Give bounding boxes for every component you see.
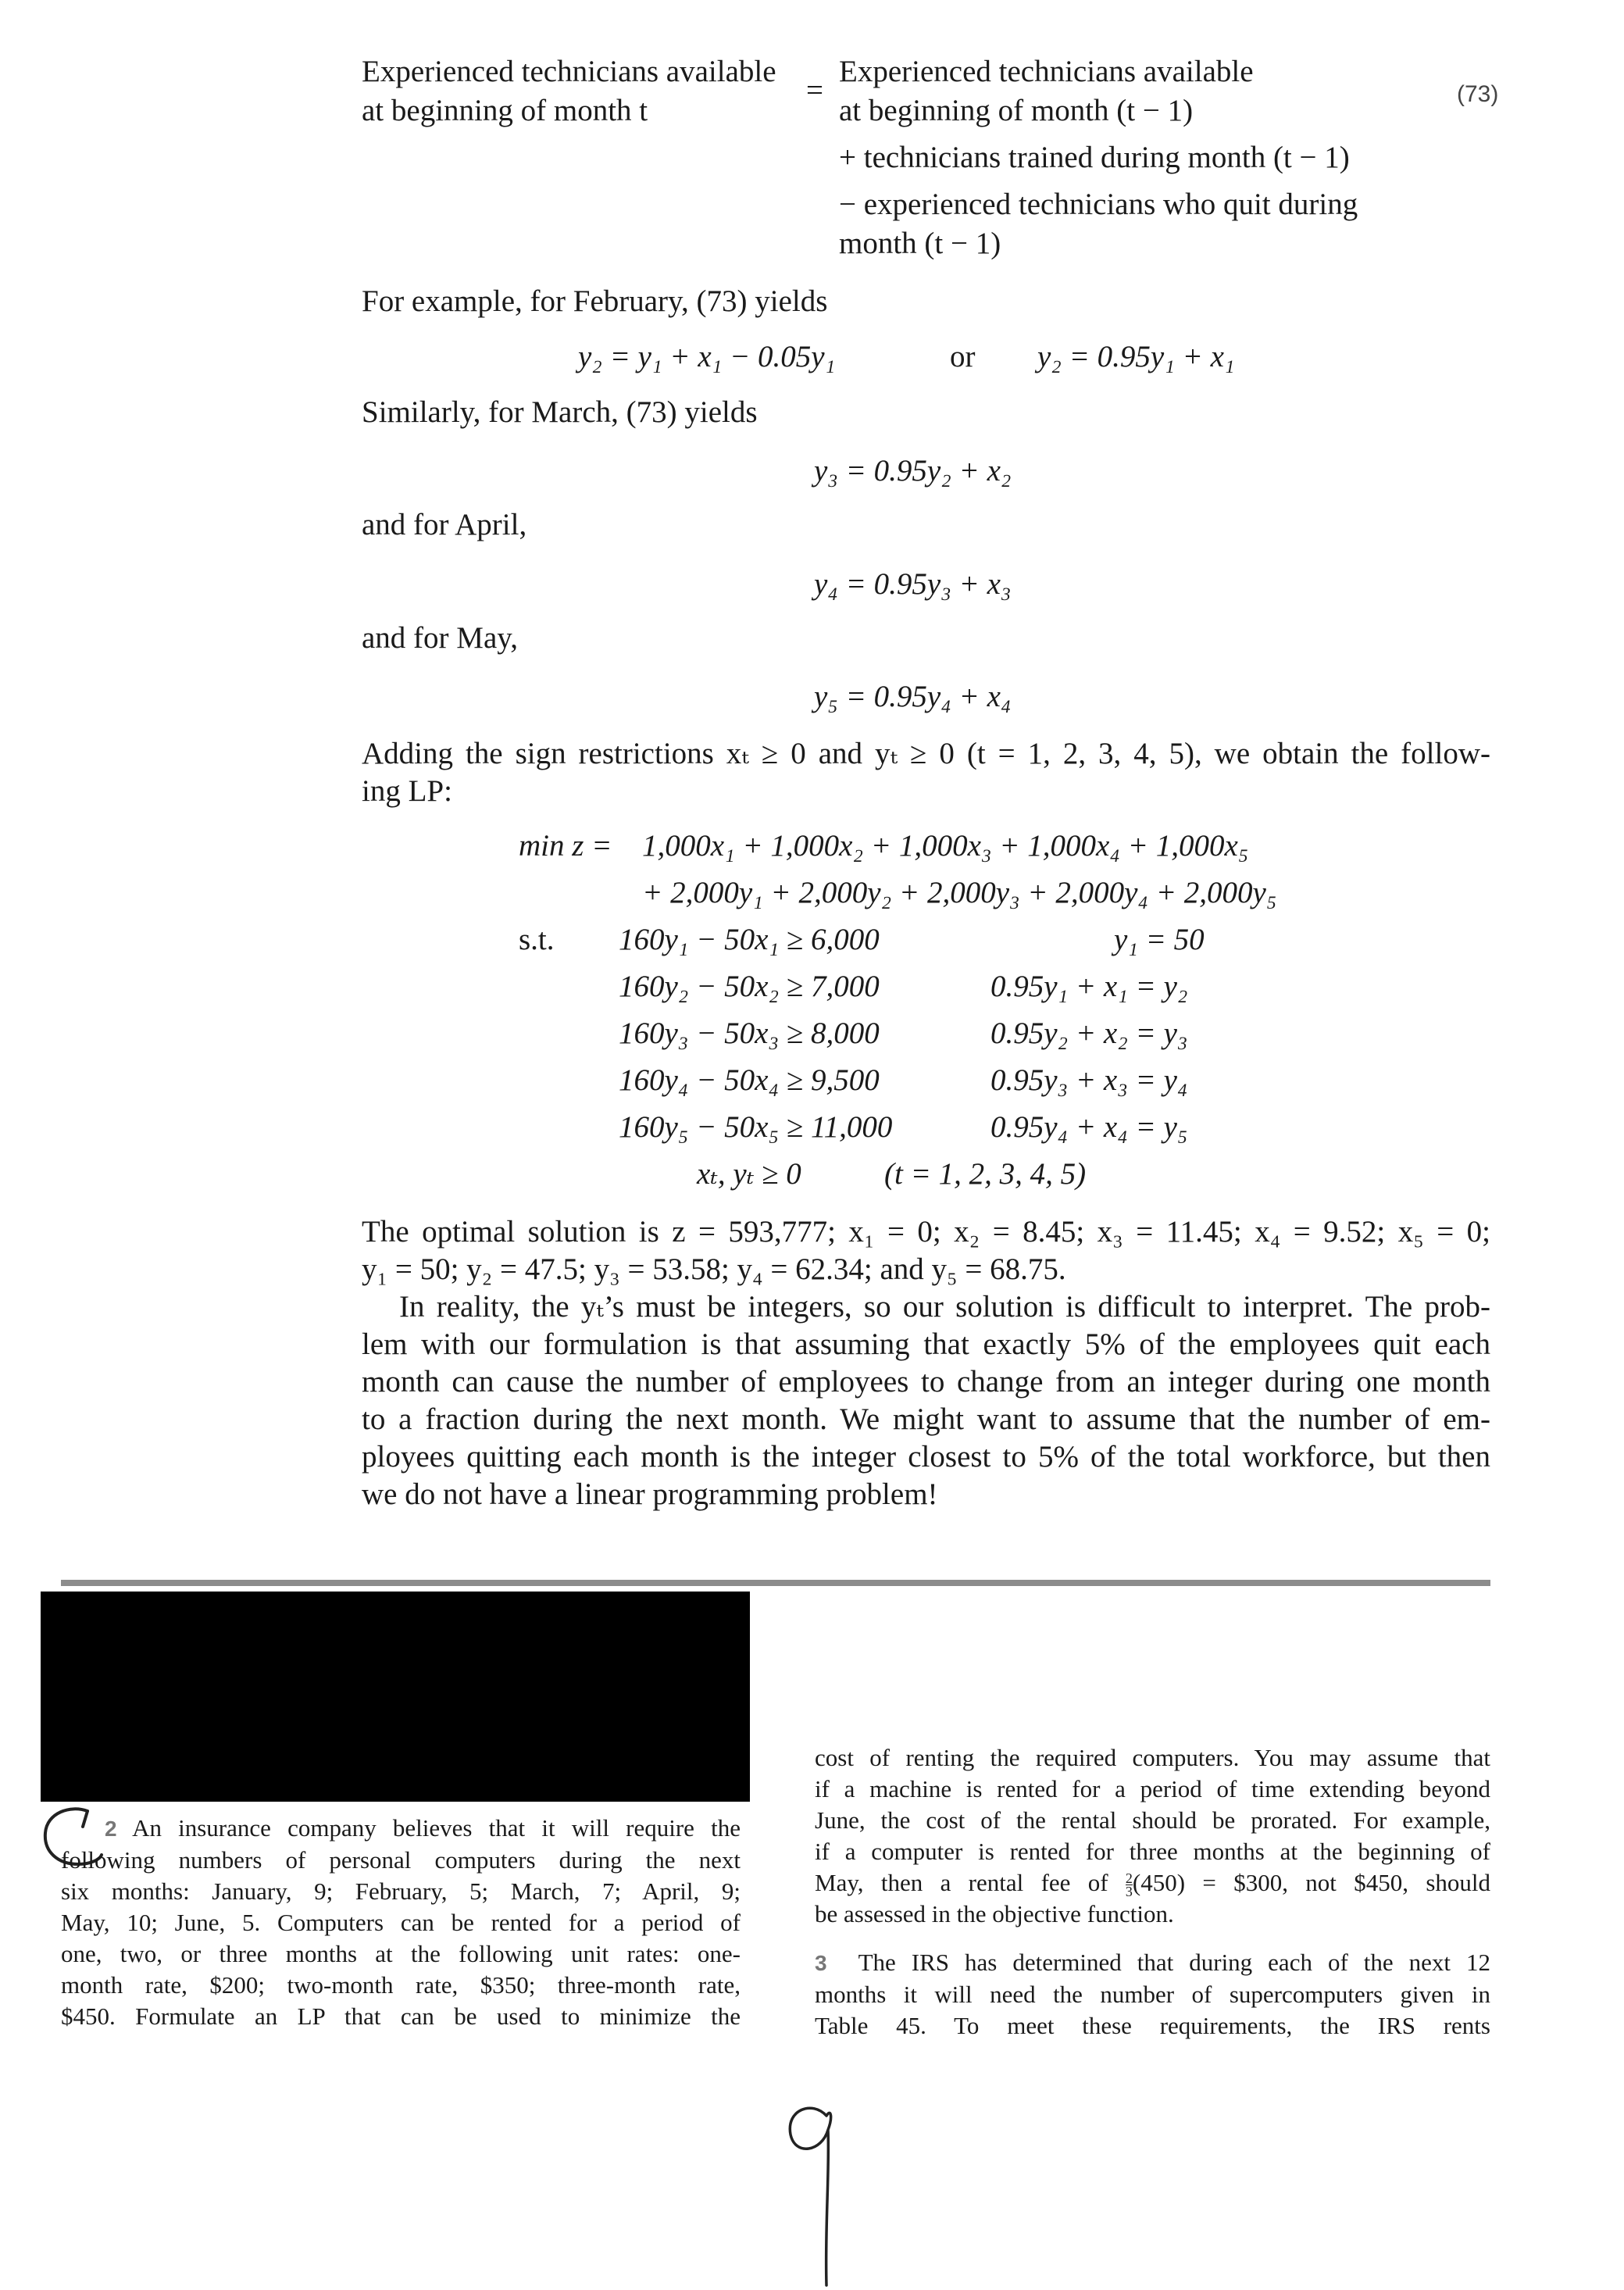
eq73-right-line5: month (t − 1) (839, 227, 1001, 260)
lp-constraint-right: 0.95y₄ + x₄ = y₅ (990, 1110, 1188, 1144)
problem-line: if a computer is rented for three months at the beginning of (815, 1838, 1490, 1865)
equation-number: (73) (1457, 81, 1499, 107)
sign-line-1: Adding the sign restrictions xₜ ≥ 0 and yₜ ≥ 0 (t = 1, 2, 3, 4, 5), we obtain the follow- (362, 737, 1490, 770)
lp-objective-line1: 1,000x₁ + 1,000x₂ + 1,000x₃ + 1,000x₄ + 1,000x₅ (642, 829, 1249, 863)
problem-line: Table 45. To meet these requirements, the IRS rents (815, 2012, 1490, 2039)
text-april: and for April, (362, 508, 527, 541)
reality-line: ployees quitting each month is the integer closest to 5% of the total workforce, but then (362, 1440, 1490, 1474)
reality-line: month can cause the number of employees to change from an integer during one month (362, 1365, 1490, 1399)
lp-constraint-left: 160y₅ − 50x₅ ≥ 11,000 (619, 1110, 893, 1144)
lp-constraint-left: 160y₄ − 50x₄ ≥ 9,500 (619, 1063, 880, 1097)
sign-restrictions-paragraph (362, 735, 1490, 810)
problem-line: month rate, $200; two-month rate, $350; three-month rate, (61, 1971, 741, 1999)
eq73-left-line2: at beginning of month t (362, 94, 648, 127)
lp-constraint-left: 160y₃ − 50x₃ ≥ 8,000 (619, 1016, 880, 1050)
problem-line: one, two, or three months at the following unit rates: one- (61, 1940, 741, 1967)
problem-2-number: 2 (105, 1817, 117, 1841)
eq73-right-line3: + technicians trained during month (t − 1) (839, 141, 1350, 174)
problem-line: May, then a rental fee of $\frac{2}{3}$ (450) = $300, not $450, should (815, 1869, 1490, 1900)
lp-index-range: (t = 1, 2, 3, 4, 5) (884, 1157, 1087, 1191)
lp-min-label: min z = (519, 829, 612, 863)
problem-line: following numbers of personal computers during the next (61, 1846, 741, 1874)
equation-feb-a: y₂ = y₁ + x₁ − 0.05y₁ (578, 340, 836, 373)
lp-constraint-right: 0.95y₂ + x₂ = y₃ (990, 1016, 1188, 1050)
text-may: and for May, (362, 621, 518, 655)
equation-feb-b: y₂ = 0.95y₁ + x₁ (1037, 340, 1235, 373)
equation-feb-or: or (950, 340, 976, 373)
eq73-right-line2: at beginning of month (t − 1) (839, 94, 1194, 127)
text-march: Similarly, for March, (73) yields (362, 395, 758, 429)
problem-line: cost of renting the required computers. You may assume that (815, 1744, 1490, 1771)
sign-line-2: ing LP: (362, 774, 452, 808)
problem-line: if a machine is rented for a period of time extending beyond (815, 1775, 1490, 1802)
problem-line: months it will need the number of supercomputers given in (815, 1981, 1490, 2008)
problem-line: 2 An insurance company believes that it will require the (105, 1814, 741, 1842)
problem-line: six months: January, 9; February, 5; March, 7; April, 9; (61, 1877, 741, 1905)
reality-line: to a fraction during the next month. We might want to assume that the number of em- (362, 1402, 1490, 1436)
problem-line: $450. Formulate an LP that can be used to minimize the (61, 2002, 741, 2030)
lp-constraint-left: 160y₁ − 50x₁ ≥ 6,000 (619, 923, 880, 956)
problem-line: be assessed in the objective function. (815, 1900, 1174, 1927)
reality-line: lem with our formulation is that assuming that exactly 5% of the employees quit each (362, 1327, 1490, 1361)
eq73-right-line1: Experienced technicians available (839, 55, 1254, 88)
problem-3-number: 3 (815, 1951, 827, 1975)
lp-constraint-right: 0.95y₁ + x₁ = y₂ (990, 970, 1188, 1003)
optimal-line-2: y₁ = 50; y₂ = 47.5; y₃ = 53.58; y₄ = 62.34; and y₅ = 68.75. (362, 1252, 1066, 1286)
problem-2-block (61, 1813, 741, 2032)
lp-constraint-right: y₁ = 50 (1114, 923, 1205, 956)
fraction-two-thirds: $\frac{2}{3}$ (1125, 1870, 1133, 1900)
redaction-block (41, 1592, 750, 1802)
lp-st-label: s.t. (519, 923, 555, 956)
optimal-line-1: The optimal solution is z = 593,777; x₁ = 0; x₂ = 8.45; x₃ = 11.45; x₄ = 9.52; x₅ = 0; (362, 1215, 1490, 1249)
reality-line: In reality, the yₜ’s must be integers, so our solution is difficult to interpret. The prob- (399, 1290, 1490, 1324)
problem-2-continuation (815, 1742, 1490, 2042)
eq73-left-line1: Experienced technicians available (362, 55, 776, 88)
eq73-right-line4: − experienced technicians who quit during (839, 188, 1358, 221)
optimal-solution-paragraph (362, 1213, 1490, 1513)
equation-may: y₅ = 0.95y₄ + x₄ (814, 680, 1012, 713)
problem-line: 3 The IRS has determined that during each of the next 12 (815, 1949, 1491, 1976)
reality-line: we do not have a linear programming problem! (362, 1477, 938, 1511)
lp-nonnegativity: xₜ, yₜ ≥ 0 (697, 1157, 801, 1191)
equation-april: y₄ = 0.95y₃ + x₃ (814, 567, 1012, 601)
lp-constraint-right: 0.95y₃ + x₃ = y₄ (990, 1063, 1188, 1097)
equation-march: y₃ = 0.95y₂ + x₂ (814, 454, 1012, 488)
problem-line: June, the cost of the rental should be prorated. For example, (815, 1806, 1490, 1834)
lp-objective-line2: + 2,000y₁ + 2,000y₂ + 2,000y₃ + 2,000y₄ + 2,000y₅ (642, 876, 1277, 909)
section-divider (61, 1580, 1490, 1586)
handwritten-page-mark-icon (781, 2094, 851, 2289)
lp-constraint-left: 160y₂ − 50x₂ ≥ 7,000 (619, 970, 880, 1003)
eq73-equals: = (806, 73, 823, 107)
text-february: For example, for February, (73) yields (362, 284, 828, 318)
problem-line: May, 10; June, 5. Computers can be rented for a period of (61, 1909, 741, 1936)
